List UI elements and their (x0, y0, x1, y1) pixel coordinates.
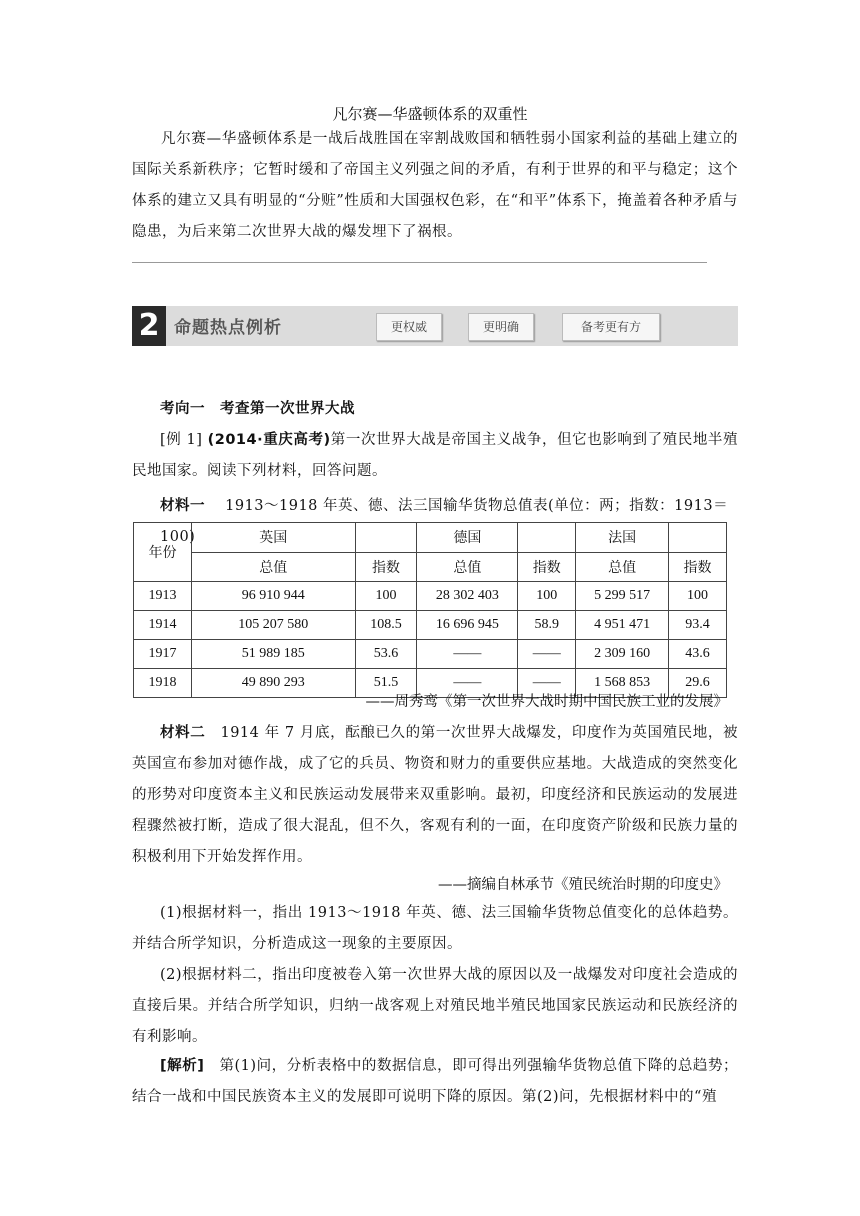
table-cell: 51 989 185 (191, 640, 355, 669)
material2-text: 1914 年 7 月底，酝酿已久的第一次世界大战爆发，印度作为英国殖民地，被英国宣布参加对德作战，成了它的兵员、物资和财力的重要供应基地。大战造成的突然变化的形势对印度资本主义和民族运动发展带来双重影响。最初，印度经济和民族运动的发展进程骤然被打断，造成了很大混乱，但不久，客观有利的一面，在印度资产阶级和民族力量的积极利用下开始发挥作用。 (132, 725, 739, 865)
banner-tag-prep: 备考更有方 (562, 313, 660, 341)
table-cell: 93.4 (669, 611, 727, 640)
banner-number: 2 (132, 306, 166, 346)
analysis-label: [解析] (160, 1058, 205, 1074)
table-cell: 96 910 944 (191, 582, 355, 611)
subheader-index: 指数 (355, 552, 417, 582)
material1-label: 材料一 (160, 498, 205, 514)
table-cell: 1 568 853 (576, 669, 669, 698)
header-country-fr: 法国 (576, 523, 669, 553)
table-cell: —— (417, 640, 518, 669)
material1-source: ——周秀鸾《第一次世界大战时期中国民族工业的发展》 (365, 694, 728, 710)
header-blank (518, 523, 576, 553)
header-year: 年份 (134, 523, 192, 582)
banner-tag-authority: 更权威 (376, 313, 442, 341)
table-cell: 49 890 293 (191, 669, 355, 698)
table-cell: 58.9 (518, 611, 576, 640)
analysis-paragraph (132, 1051, 738, 1113)
table-cell: —— (417, 669, 518, 698)
table-subheader-row (134, 552, 727, 582)
subheader-index: 指数 (518, 552, 576, 582)
table-header-row (134, 523, 727, 553)
table-row (134, 582, 727, 611)
table-cell: —— (518, 640, 576, 669)
table-cell: 28 302 403 (417, 582, 518, 611)
trade-table (133, 522, 727, 698)
table-cell: 1913 (134, 582, 192, 611)
table-cell: 53.6 (355, 640, 417, 669)
subheader-total: 总值 (576, 552, 669, 582)
subheader-total: 总值 (417, 552, 518, 582)
table-cell: 100 (669, 582, 727, 611)
table-row (134, 640, 727, 669)
example-text: 第一次世界大战是帝国主义战争，但它也影响到了殖民地半殖民地国家。阅读下列材料，回答问题。 (132, 432, 739, 479)
section-heading: 考向一 考查第一次世界大战 (160, 401, 355, 417)
table-cell: 16 696 945 (417, 611, 518, 640)
table-cell: 4 951 471 (576, 611, 669, 640)
table-cell: 2 309 160 (576, 640, 669, 669)
box-body: 凡尔赛—华盛顿体系是一战后战胜国在宰割战败国和牺牲弱小国家利益的基础上建立的国际关系新秩序；它暂时缓和了帝国主义列强之间的矛盾，有利于世界的和平与稳定；这个体系的建立又具有明显的“分赃”性质和大国强权色彩，在“和平”体系下，掩盖着各种矛盾与隐患，为后来第二次世界大战的爆发埋下了祸根。 (132, 131, 738, 240)
table-cell: 1914 (134, 611, 192, 640)
table-cell: 105 207 580 (191, 611, 355, 640)
analysis-text: 第(1)问，分析表格中的数据信息，即可得出列强输华货物总值下降的总趋势；结合一战和中国民族资本主义的发展即可说明下降的原因。第(2)问，先根据材料中的“殖 (132, 1058, 738, 1105)
header-blank (669, 523, 727, 553)
material2-label: 材料二 (160, 725, 206, 741)
table-cell: 100 (518, 582, 576, 611)
header-blank (355, 523, 417, 553)
table-row (134, 611, 727, 640)
question-1: (1)根据材料一，指出 1913～1918 年英、德、法三国输华货物总值变化的总体趋势。并结合所学知识，分析造成这一现象的主要原因。 (132, 905, 738, 952)
header-country-uk: 英国 (191, 523, 355, 553)
table-cell: 1918 (134, 669, 192, 698)
subheader-index: 指数 (669, 552, 727, 582)
table-cell: 100 (355, 582, 417, 611)
material1-caption: 1913～1918 年英、德、法三国输华货物总值表(单位：两；指数：1913＝100) (160, 498, 729, 545)
table-cell: —— (518, 669, 576, 698)
table-cell: 29.6 (669, 669, 727, 698)
banner-title: 命题热点例析 (174, 318, 282, 338)
table-cell: 108.5 (355, 611, 417, 640)
example-paragraph (132, 425, 738, 487)
box-title: 凡尔赛—华盛顿体系的双重性 (332, 105, 528, 123)
question-2: (2)根据材料二，指出印度被卷入第一次世界大战的原因以及一战爆发对印度社会造成的直接后果。并结合所学知识，归纳一战客观上对殖民地半殖民地国家民族运动和民族经济的有利影响。 (132, 967, 738, 1045)
divider (132, 262, 707, 263)
material2-paragraph (132, 718, 738, 873)
material2-source: ——摘编自林承节《殖民统治时期的印度史》 (438, 877, 728, 893)
example-label: [例 1] (160, 432, 203, 448)
subheader-total: 总值 (191, 552, 355, 582)
banner-tag-clarity: 更明确 (468, 313, 534, 341)
table-cell: 5 299 517 (576, 582, 669, 611)
table-cell: 51.5 (355, 669, 417, 698)
header-country-de: 德国 (417, 523, 518, 553)
table-cell: 1917 (134, 640, 192, 669)
table-cell: 43.6 (669, 640, 727, 669)
example-source: (2014·重庆高考) (207, 432, 331, 448)
